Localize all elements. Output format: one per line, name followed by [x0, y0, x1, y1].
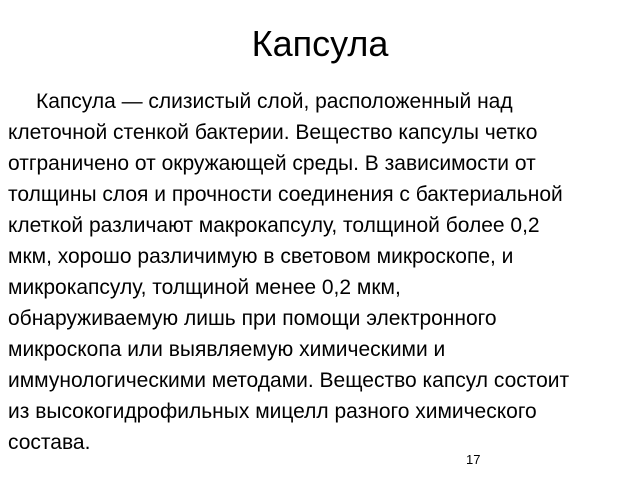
body-line: иммунологическими методами. Вещество капсул состоит	[8, 369, 570, 392]
slide-body-text	[8, 86, 628, 458]
body-line: микрокапсулу, толщиной менее 0,2 мкм,	[8, 276, 401, 299]
body-line: состава.	[8, 431, 91, 454]
body-line: Капсула — слизистый слой, расположенный над	[36, 90, 513, 113]
body-line: клеткой различают макрокапсулу, толщиной более 0,2	[8, 214, 540, 237]
page-number: 17	[466, 452, 481, 467]
body-line: отграничено от окружающей среды. В зависимости от	[8, 152, 536, 175]
body-line: из высокогидрофильных мицелл разного химического	[8, 400, 537, 423]
body-line: микроскопа или выявляемую химическими и	[8, 338, 446, 361]
body-line: обнаруживаемую лишь при помощи электронного	[8, 307, 497, 330]
body-line: мкм, хорошо различимую в световом микроскопе, и	[8, 245, 514, 268]
body-line: толщины слоя и прочности соединения с бактериальной	[8, 183, 563, 206]
slide-title: Капсула	[251, 23, 389, 64]
body-line: клеточной стенкой бактерии. Вещество капсулы четко	[8, 121, 538, 144]
